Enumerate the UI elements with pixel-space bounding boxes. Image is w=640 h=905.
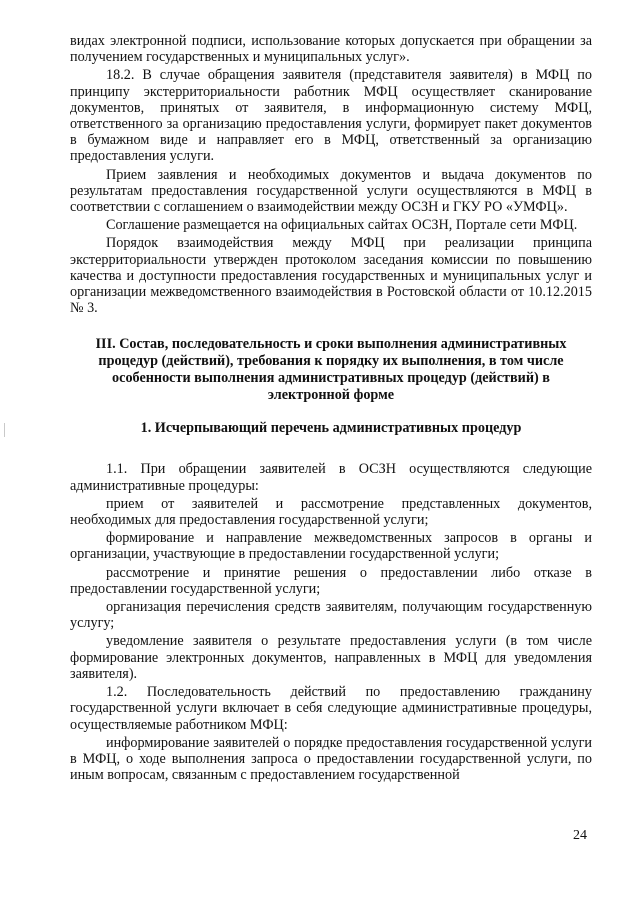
scan-margin-mark: [4, 423, 5, 437]
paragraph-1-1: 1.1. При обращении заявителей в ОСЗН осуществляются следующие административные процедуры:: [70, 461, 592, 494]
paragraph-interaction-procedure: Порядок взаимодействия между МФЦ при реализации принципа экстерриториальности утвержден протоколом заседания комиссии по повышению качества и доступности предоставления государственных и муниципальных услуг и организации межведомственного взаимодействия в Ростовской области от 10.12.2015 № 3.: [70, 235, 592, 317]
section-heading: III. Состав, последовательность и сроки выполнения административных процедур (действий), требования к порядку их выполнения, в том числе особенности выполнения административных процедур (действий) в электронной форме: [95, 336, 567, 404]
list-item-notification: уведомление заявителя о результате предоставления услуги (в том числе формирование электронных документов, направленных в МФЦ для уведомления заявителя).: [70, 633, 592, 682]
list-item-reception: прием от заявителей и рассмотрение представленных документов, необходимых для предоставления государственной услуги;: [70, 495, 592, 529]
list-item-informing: информирование заявителей о порядке предоставления государственной услуги в МФЦ, о ходе выполнения запроса о предоставлении государственной услуги, по иным вопросам, связанным с предоставлением государственной: [70, 734, 592, 784]
page-body: [70, 33, 592, 783]
page-number: 24: [573, 828, 587, 843]
paragraph-reception-documents: Прием заявления и необходимых документов и выдача документов по результатам предоставления государственной услуги осуществляются в МФЦ в соответствии с соглашением о взаимодействии между ОСЗН и ГКУ РО «УМФЦ».: [70, 166, 592, 216]
paragraph-18-2: 18.2. В случае обращения заявителя (представителя заявителя) в МФЦ по принципу экстерриториальности работник МФЦ осуществляет сканирование документов, принятых от заявителя, в информационную систему МФЦ, ответственного за организацию предоставления услуги, формирует пакет документов в бумажном виде и направляет его в МФЦ, ответственный за организацию предоставления услуги.: [70, 67, 592, 165]
list-item-payment: организация перечисления средств заявителям, получающим государственную услугу;: [70, 599, 592, 632]
paragraph-continuation: видах электронной подписи, использование которых допускается при обращении за получением государственных и муниципальных услуг».: [70, 33, 592, 66]
list-item-interagency-requests: формирование и направление межведомственных запросов в органы и организации, участвующие в предоставлении государственной услуги;: [70, 530, 592, 563]
paragraph-1-2: 1.2. Последовательность действий по предоставлению гражданину государственной услуги включает в себя следующие административные процедуры, осуществляемые работником МФЦ:: [70, 684, 592, 733]
paragraph-agreement-placement: Соглашение размещается на официальных сайтах ОСЗН, Портале сети МФЦ.: [106, 217, 578, 234]
subsection-heading: 1. Исчерпывающий перечень административных процедур: [140, 420, 522, 437]
list-item-decision: рассмотрение и принятие решения о предоставлении либо отказе в предоставлении государственной услуги;: [70, 564, 592, 597]
